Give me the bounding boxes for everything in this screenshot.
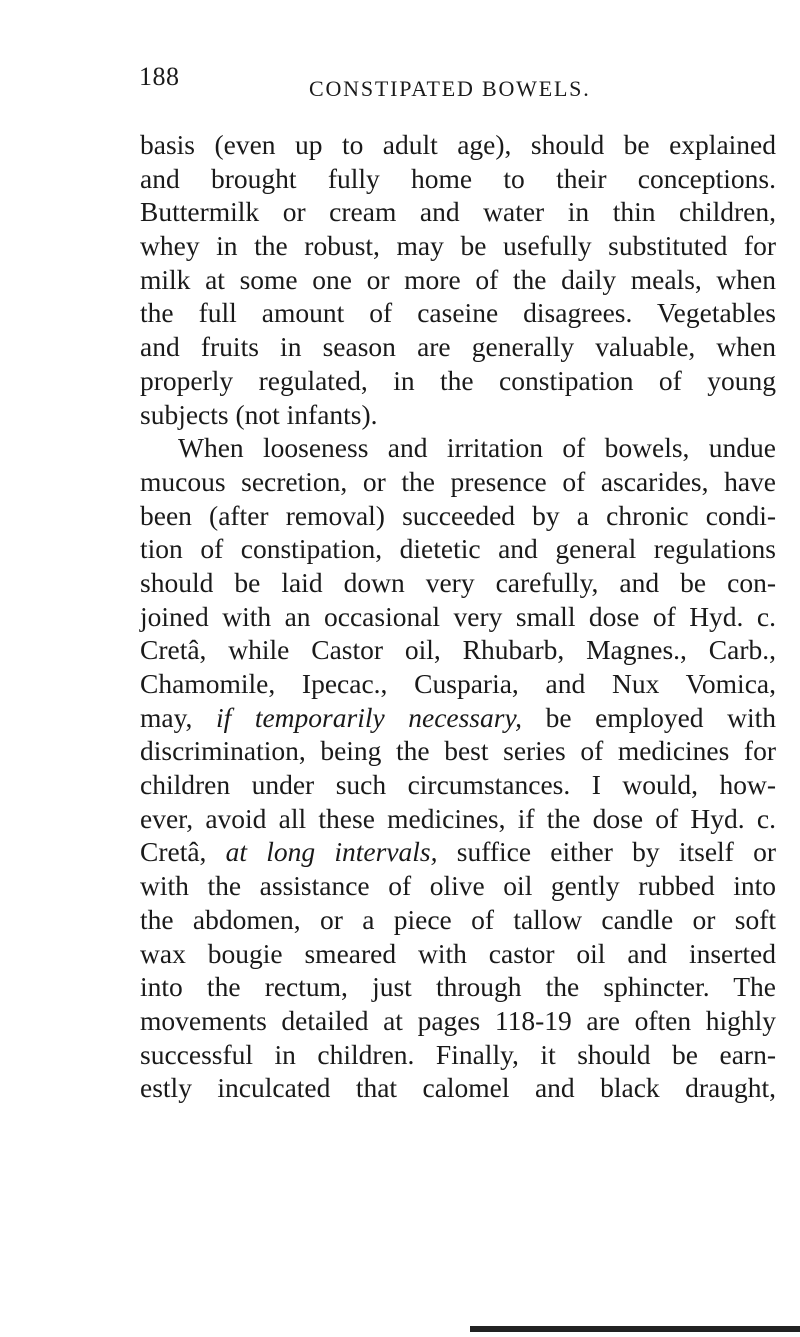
text-line: estly inculcated that calomel and black draught, <box>140 1072 776 1104</box>
paragraph-end-line: subjects (not infants). <box>140 398 378 430</box>
paragraph-start-line: When looseness and irritation of bowels, undue <box>178 432 776 464</box>
text-line: whey in the robust, may be usefully substituted for <box>140 230 776 262</box>
text-line: mucous secretion, or the presence of ascarides, have <box>140 465 776 497</box>
text-run: Cretâ, <box>140 836 226 868</box>
text-line-with-italic <box>140 701 776 735</box>
text-line: with the assistance of olive oil gently rubbed into <box>140 870 776 902</box>
text-line: ever, avoid all these medicines, if the dose of Hyd. c. <box>140 802 776 834</box>
bottom-edge-rule <box>470 1326 800 1332</box>
running-head: CONSTIPATED BOWELS. <box>309 76 591 101</box>
text-line: joined with an occasional very small dose of Hyd. c. <box>140 600 776 632</box>
text-line-with-italic <box>140 835 776 869</box>
text-line: properly regulated, in the constipation of young <box>140 364 776 396</box>
text-line: should be laid down very carefully, and be con- <box>140 566 776 598</box>
text-line: children under such circumstances. I would, how- <box>140 769 776 801</box>
text-line: the full amount of caseine disagrees. Vegetables <box>140 297 776 329</box>
text-line: discrimination, being the best series of medicines for <box>140 735 776 767</box>
text-line: and fruits in season are generally valuable, when <box>140 331 776 363</box>
italic-phrase: if temporarily necessary, <box>216 701 523 733</box>
text-line: Buttermilk or cream and water in thin children, <box>140 196 776 228</box>
text-line: successful in children. Finally, it should be earn- <box>140 1038 776 1070</box>
text-run: may, <box>140 701 216 733</box>
page-header <box>0 62 800 102</box>
italic-phrase: at long intervals, <box>225 836 438 868</box>
text-run: be employed with <box>522 701 776 733</box>
text-run: suffice either by itself or <box>437 836 776 868</box>
text-line: the abdomen, or a piece of tallow candle or soft <box>140 903 776 935</box>
body-text <box>140 128 776 1105</box>
text-line: Cretâ, while Castor oil, Rhubarb, Magnes., Carb., <box>140 634 776 666</box>
text-line: movements detailed at pages 118-19 are often highly <box>140 1004 776 1036</box>
text-line: basis (even up to adult age), should be explained <box>140 129 776 160</box>
text-line: wax bougie smeared with castor oil and inserted <box>140 937 776 969</box>
text-line: into the rectum, just through the sphincter. The <box>140 971 776 1003</box>
text-line: Chamomile, Ipecac., Cusparia, and Nux Vomica, <box>140 668 776 699</box>
text-line: tion of constipation, dietetic and general regulations <box>140 533 776 565</box>
page-number: 188 <box>139 62 180 91</box>
text-line: been (after removal) succeeded by a chronic condi- <box>140 499 776 531</box>
text-line: milk at some one or more of the daily meals, when <box>140 263 776 295</box>
text-line: and brought fully home to their conceptions. <box>140 162 776 194</box>
